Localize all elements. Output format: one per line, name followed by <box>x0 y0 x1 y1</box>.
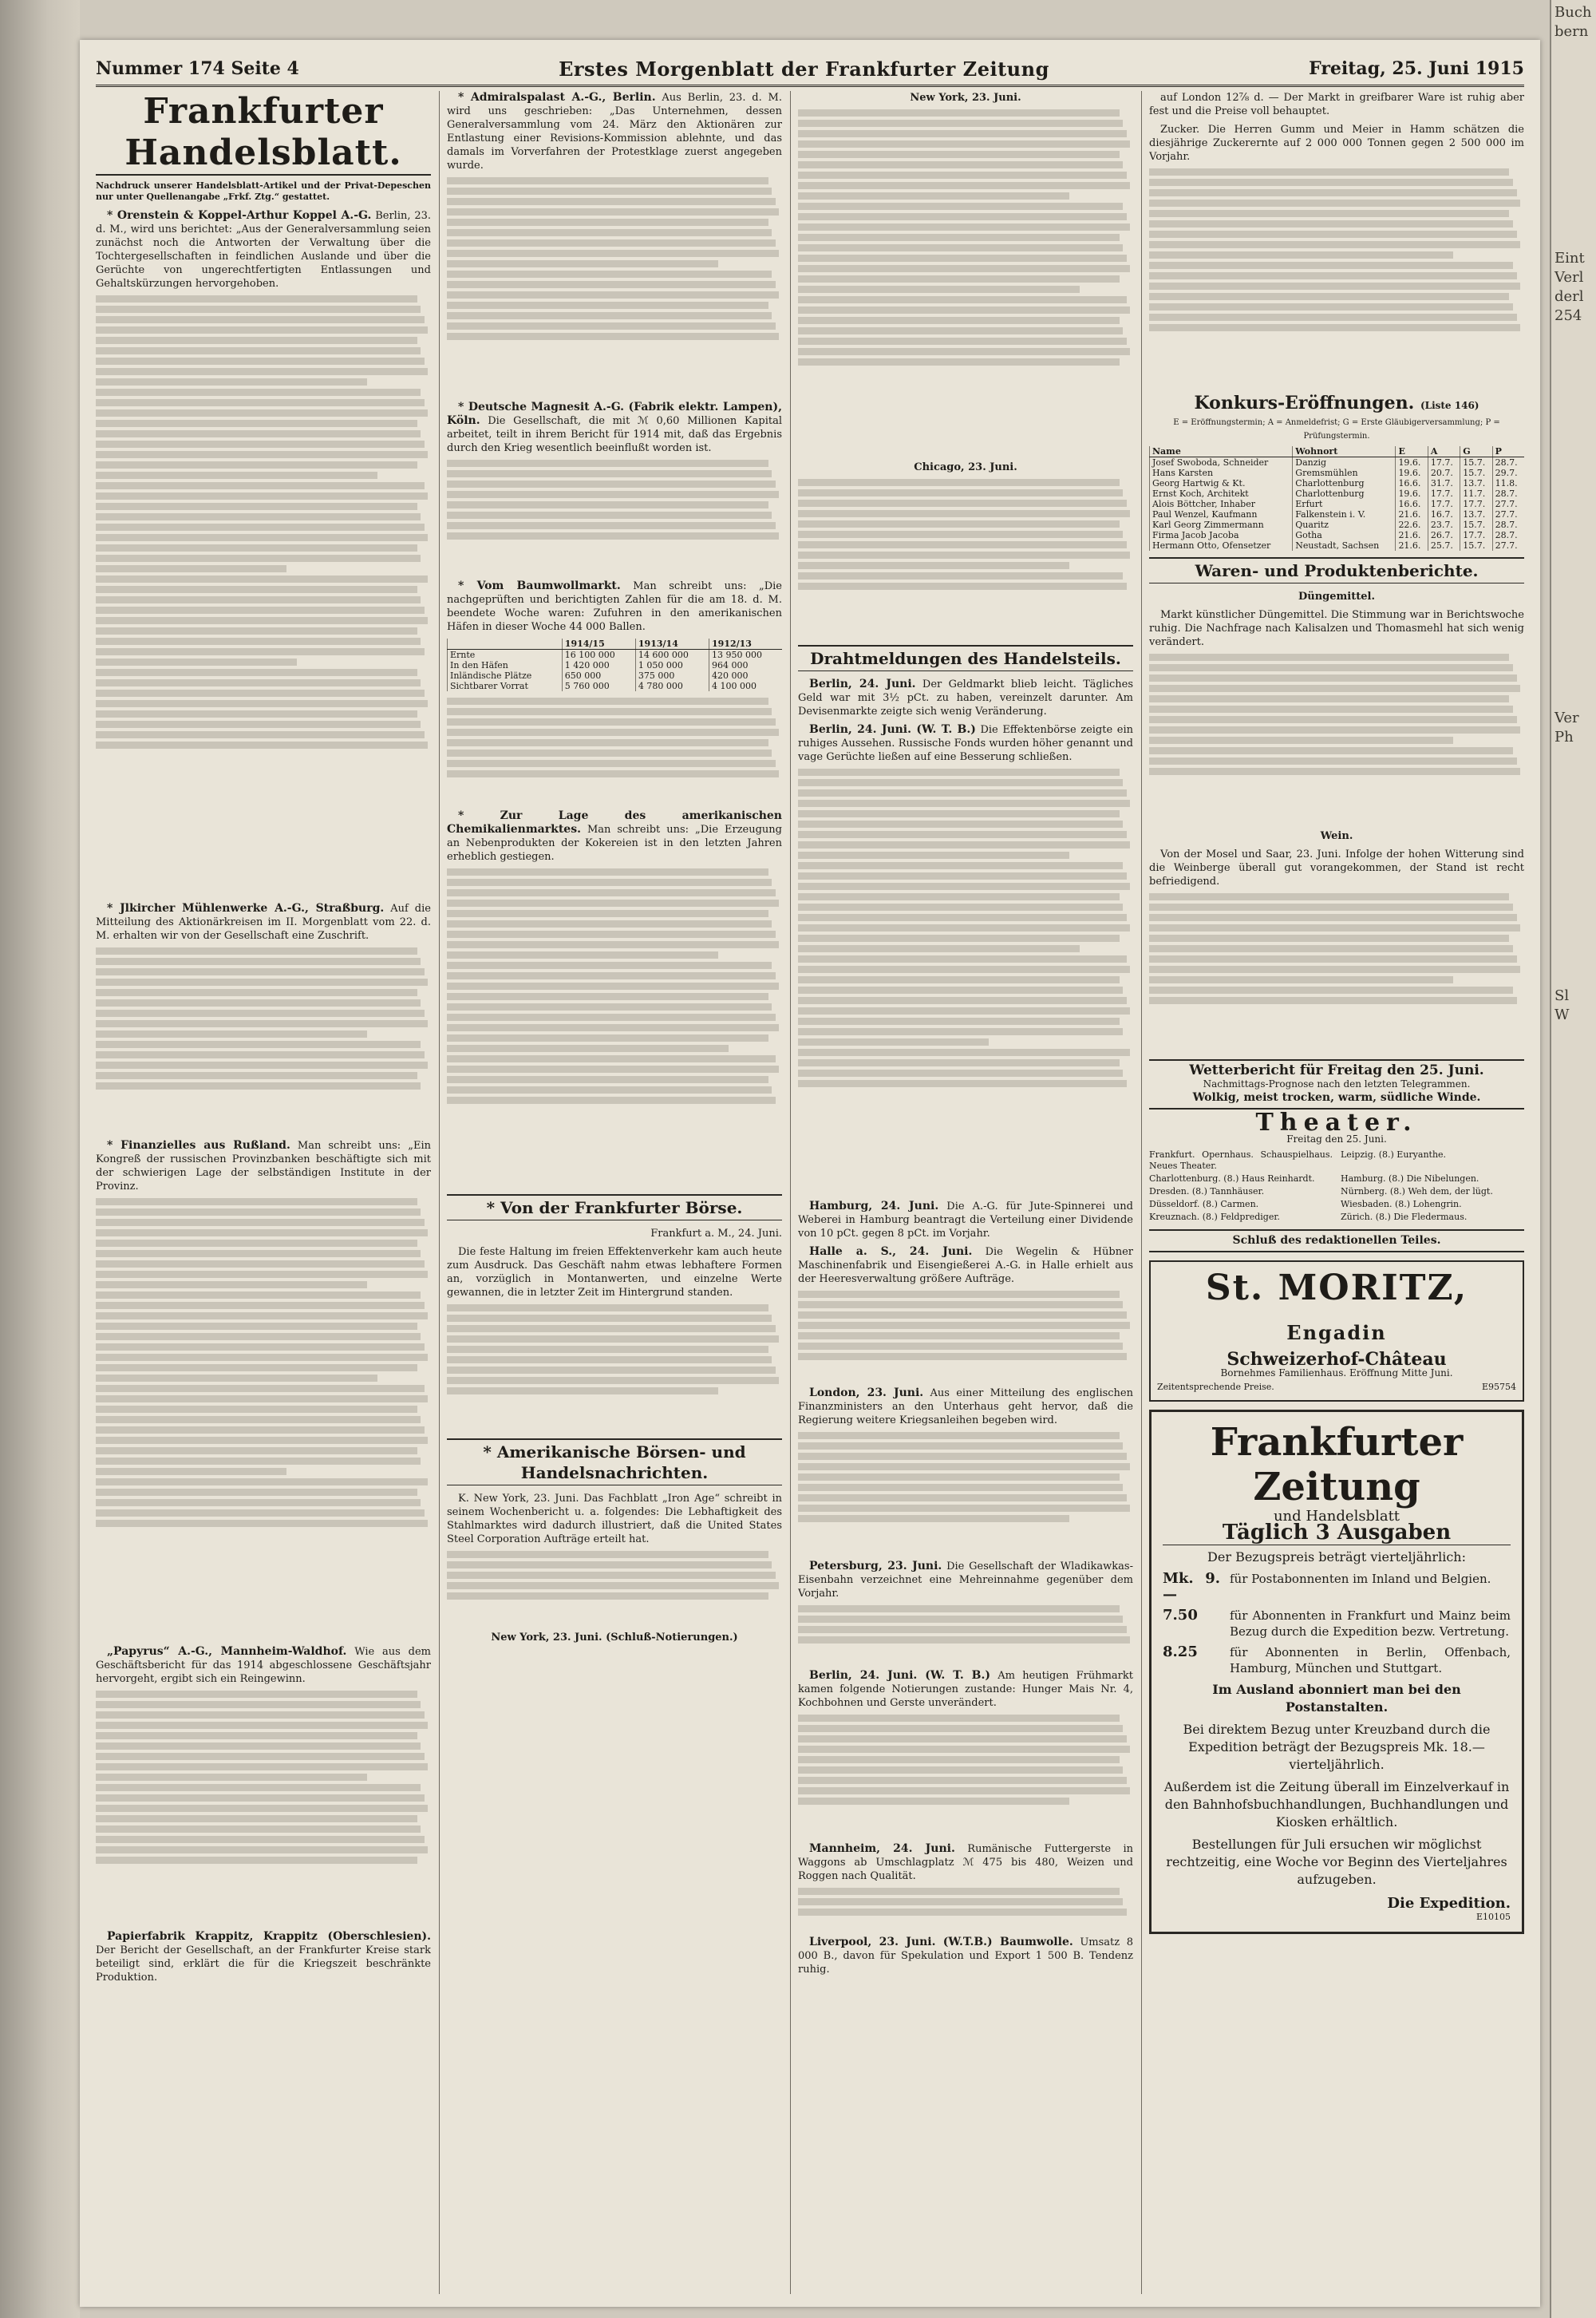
dispatch-text: Die A.-G. für Jute-Spinnerei und Weberei in Hamburg beantragt die Verteilung einer Dividende von 10 pCt. gegen 8 pCt. im Vorjahr. <box>798 1201 1133 1240</box>
article-text: Die Gesellschaft, die mit ℳ 0,60 Millionen Kapital arbeitet, teilt in ihrem Bericht für 1914 mit, daß das Ergebnis durch den Krieg wesentlich beeinflußt worden ist. <box>447 415 782 454</box>
konkurs-legend: E = Eröffnungstermin; A = Anmeldefrist; G = Erste Gläubigerversammlung; P = Prüfungstermin. <box>1173 418 1500 441</box>
table-row <box>448 650 783 661</box>
ad-fz-price <box>1163 1608 1511 1640</box>
theater-item: Dresden. (8.) Tannhäuser. <box>1149 1186 1265 1197</box>
ad-fz-subtitle: und Handelsblatt <box>1273 1508 1400 1525</box>
theater-item: Wiesbaden. (8.) Lohengrin. <box>1341 1199 1462 1209</box>
theater-listings <box>1149 1149 1524 1223</box>
table-header-cell: G <box>1460 446 1492 457</box>
text-filler <box>798 109 1133 461</box>
issue-date: Freitag, 25. Juni 1915 <box>1309 58 1524 79</box>
ad-frankfurter-zeitung <box>1149 1410 1524 1934</box>
ad-fz-amount: Mk. 9.— <box>1163 1570 1220 1603</box>
column-rule <box>439 91 440 2294</box>
table-cell: 19.6. <box>1396 457 1428 469</box>
article <box>96 902 431 943</box>
column-1 <box>96 91 431 2294</box>
table-cell: 4 100 000 <box>709 681 782 691</box>
table-cell: Hermann Otto, Ofensetzer <box>1150 540 1293 551</box>
table-cell: Georg Hartwig & Kt. <box>1150 478 1293 489</box>
chicago-heading: Chicago, 23. Juni. <box>914 461 1017 473</box>
table-row <box>448 681 783 691</box>
boerse-place: Frankfurt a. M., 24. Juni. <box>650 1228 782 1240</box>
theater-item: Zürich. (8.) Die Fledermaus. <box>1341 1212 1468 1222</box>
dispatch-text: Rumänische Futtergerste in Waggons ab Umschlagplatz ℳ 475 bis 480, Weizen und Roggen nach Qualität. <box>798 1843 1133 1882</box>
konkurs-title: Konkurs-Eröffnungen. <box>1194 393 1415 413</box>
article-title: * Deutsche Magnesit A.-G. (Fabrik elektr. Lampen), Köln. <box>447 401 782 427</box>
theater-item: Nürnberg. (8.) Weh dem, der lügt. <box>1341 1186 1493 1197</box>
fragment: Ph <box>1555 729 1574 746</box>
table-cell: 1 420 000 <box>562 660 635 670</box>
text-filler <box>798 479 1133 639</box>
table-cell: 19.6. <box>1396 468 1428 478</box>
table-cell: 23.7. <box>1428 520 1460 530</box>
text-filler <box>447 1551 782 1631</box>
table-cell: 17.7. <box>1460 499 1492 509</box>
fragment: W <box>1555 1007 1570 1023</box>
ad-footer <box>1157 1380 1516 1394</box>
table-row <box>1150 478 1525 489</box>
article <box>447 580 782 634</box>
waren-heading: Waren- und Produktenberichte. <box>1149 557 1524 583</box>
article-place: Aus Berlin, 23. d. M. <box>662 92 782 104</box>
text-filler <box>447 460 782 580</box>
konkurs-list-number: (Liste 146) <box>1420 400 1479 411</box>
dispatch-place: Berlin, 24. Juni. (W. T. B.) <box>809 723 976 736</box>
table-cell: 420 000 <box>709 670 782 681</box>
adjacent-page-text <box>1551 0 1596 1028</box>
table-cell: 21.6. <box>1396 509 1428 520</box>
theater-item: Leipzig. (8.) Euryanthe. <box>1341 1149 1447 1160</box>
ad-fz-signature: Die Expedition. <box>1387 1895 1511 1912</box>
ny-quote-heading: New York, 23. Juni. (Schluß-Notierungen.) <box>491 1632 738 1644</box>
table-cell: In den Häfen <box>448 660 563 670</box>
column-4 <box>1149 91 1524 2294</box>
table-cell: 25.7. <box>1428 540 1460 551</box>
section-title: Frankfurter Handelsblatt. <box>96 91 431 176</box>
table-row <box>448 660 783 670</box>
article <box>447 401 782 455</box>
dispatch <box>798 723 1133 764</box>
table-row <box>1150 499 1525 509</box>
theater-item: Frankfurt. Opernhaus. Schauspielhaus. Neues Theater. <box>1149 1149 1333 1171</box>
dispatch-place: Petersburg, 23. Juni. <box>809 1560 942 1572</box>
dispatch-place: Liverpool, 23. Juni. (W.T.B.) Baumwolle. <box>809 1936 1073 1948</box>
table-cell: 31.7. <box>1428 478 1460 489</box>
wein-heading: Wein. <box>1320 830 1353 842</box>
text-filler <box>1149 168 1524 392</box>
table-header-cell: 1912/13 <box>709 639 782 650</box>
article-title: * Orenstein & Koppel-Arthur Koppel A.-G. <box>107 209 372 222</box>
theater-item: Kreuznach. (8.) Feldprediger. <box>1149 1212 1280 1222</box>
weather-subtitle: Nachmittags-Prognose nach den letzten Telegrammen. <box>1203 1078 1471 1090</box>
table-cell: Alois Böttcher, Inhaber <box>1150 499 1293 509</box>
table-cell: 15.7. <box>1460 520 1492 530</box>
sugar-text: Zucker. Die Herren Gumm und Meier in Hamm schätzen die diesjährige Zuckerernte auf 2 000 000 Tonnen gegen 2 500 000 im Vorjahr. <box>1149 124 1524 163</box>
theater-item: Hamburg. (8.) Die Nibelungen. <box>1341 1173 1479 1184</box>
market-text: auf London 12⅞ d. — Der Markt in greifbarer Ware ist ruhig aber fest und die Preise voll behauptet. <box>1149 92 1524 117</box>
dispatch <box>798 1560 1133 1600</box>
article <box>96 1645 431 1686</box>
table-cell: 13 950 000 <box>709 650 782 661</box>
wein-text: Von der Mosel und Saar, 23. Juni. Infolge der hohen Witterung sind die Weinberge überall gut vorangekommen, der Stand ist recht befriedigend. <box>1149 848 1524 888</box>
dispatch <box>798 1936 1133 1976</box>
ad-fz-daily: Täglich 3 Ausgaben <box>1222 1521 1452 1545</box>
table-cell: 11.8. <box>1492 478 1524 489</box>
fragment: bern <box>1555 23 1589 40</box>
ad-fz-kreuzband: Bei direktem Bezug unter Kreuzband durch die Expedition beträgt der Bezugspreis Mk. 18.— vierteljährlich. <box>1183 1722 1491 1772</box>
table-header-cell: Name <box>1150 446 1293 457</box>
ad-fz-price-text: für Postabonnenten im Inland und Belgien. <box>1230 1572 1491 1586</box>
ad-region: Engadin <box>1286 1321 1387 1344</box>
theater-heading: Theater. <box>1255 1109 1418 1137</box>
column-2 <box>447 91 782 2294</box>
article <box>447 809 782 864</box>
table-cell: Falkenstein i. V. <box>1293 509 1396 520</box>
article-text: Wie aus dem Geschäftsbericht für das 1914 abgeschlossene Geschäftsjahr hervorgeht, ergibt sich ein Reingewinn. <box>96 1646 431 1685</box>
article-title: * Zur Lage des amerikanischen Chemikalienmarktes. <box>447 809 782 836</box>
table-cell: 17.7. <box>1460 530 1492 540</box>
article-title: * Finanzielles aus Rußland. <box>107 1139 290 1152</box>
ad-headline <box>1157 1268 1516 1353</box>
ad-fz-intro: Der Bezugspreis beträgt vierteljährlich: <box>1163 1545 1511 1566</box>
dispatch-place: Berlin, 24. Juni. (W. T. B.) <box>809 1669 991 1682</box>
table-cell: 15.7. <box>1460 540 1492 551</box>
table-cell: Charlottenburg <box>1293 478 1396 489</box>
dispatch-text: Aus einer Mitteilung des englischen Finanzministers an den Unterhaus geht hervor, daß die Regierung weitere Kriegsanleihen begeben wird. <box>798 1387 1133 1426</box>
text-filler <box>447 1304 782 1432</box>
table-row <box>1150 457 1525 469</box>
text-filler <box>798 1291 1133 1386</box>
dispatch-text: Der Geldmarkt blieb leicht. Tägliches Geld war mit 3½ pCt. zu haben, vereinzelt darunter. Am Devisenmarkte zeigte sich wenig Veränderung. <box>798 678 1133 718</box>
boerse-heading: * Von der Frankfurter Börse. <box>447 1194 782 1220</box>
ad-fz-price <box>1163 1644 1511 1676</box>
table-cell: 16.6. <box>1396 478 1428 489</box>
newspaper-page <box>80 40 1540 2307</box>
weather-forecast: Wolkig, meist trocken, warm, südliche Winde. <box>1192 1091 1481 1104</box>
table-row <box>1150 540 1525 551</box>
table-cell: 27.7. <box>1492 499 1524 509</box>
table-cell: 28.7. <box>1492 520 1524 530</box>
dispatch-place: Mannheim, 24. Juni. <box>809 1842 955 1855</box>
text-filler <box>1149 654 1524 829</box>
theater-item: Charlottenburg. (8.) Haus Reinhardt. <box>1149 1173 1315 1184</box>
table-cell: 21.6. <box>1396 530 1428 540</box>
table-cell: 20.7. <box>1428 468 1460 478</box>
dispatch <box>798 678 1133 718</box>
ad-fz-amount: 7.50 <box>1163 1607 1198 1624</box>
article-title: * Admiralspalast A.-G., Berlin. <box>458 91 656 104</box>
table-cell: 13.7. <box>1460 509 1492 520</box>
fragment: Sl <box>1555 987 1570 1004</box>
duenger-heading: Düngemittel. <box>1298 591 1375 603</box>
table-row <box>448 670 783 681</box>
text-filler <box>96 947 431 1139</box>
fragment: Eint <box>1555 250 1585 267</box>
ad-fz-title: Frankfurter Zeitung <box>1210 1420 1464 1509</box>
dispatch <box>798 1386 1133 1427</box>
ad-place-name: St. MORITZ, <box>1205 1268 1468 1308</box>
weather-title: Wetterbericht für Freitag den 25. Juni. <box>1189 1062 1484 1078</box>
table-header-row <box>1150 446 1525 457</box>
table-cell: Ernst Koch, Architekt <box>1150 489 1293 499</box>
dispatch <box>798 1200 1133 1240</box>
table-cell: Erfurt <box>1293 499 1396 509</box>
text-filler <box>798 1888 1133 1936</box>
article-text: Man schreibt uns: „Die nachgeprüften und berichtigten Zahlen für die am 18. d. M. beendete Woche waren: Zufuhren in den amerikanischen Häfen in dieser Woche 44 000 Ballen. <box>447 580 782 633</box>
article-place: Berlin, 23. d. M., <box>96 210 431 235</box>
text-filler <box>96 295 431 902</box>
table-cell: Inländische Plätze <box>448 670 563 681</box>
dispatch-place: Hamburg, 24. Juni. <box>809 1200 939 1212</box>
text-filler <box>447 868 782 1188</box>
article-text: Man schreibt uns: „Die Erzeugung an Nebenprodukten der Kokereien ist in den letzten Jahren erheblich gestiegen. <box>447 824 782 863</box>
text-filler <box>798 1432 1133 1560</box>
editorial-end: Schluß des redaktionellen Teiles. <box>1149 1229 1524 1252</box>
text-filler <box>96 1691 431 1930</box>
dispatch <box>798 1245 1133 1286</box>
table-row <box>1150 520 1525 530</box>
article-text: Auf die Mitteilung des Aktionärkreisen im II. Morgenblatt vom 22. d. M. erhalten wir von der Gesellschaft eine Zuschrift. <box>96 903 431 942</box>
table-cell: Gotha <box>1293 530 1396 540</box>
konkurs-heading <box>1149 393 1524 413</box>
ad-fz-price-text: für Abonnenten in Berlin, Offenbach, Hamburg, München und Stuttgart. <box>1230 1645 1511 1675</box>
ad-fz-price <box>1163 1571 1511 1603</box>
dispatch-text: Die Gesellschaft der Wladikawkas-Eisenbahn verzeichnet eine Mehreinnahme gegenüber dem Vorjahr. <box>798 1560 1133 1600</box>
article-text: Man schreibt uns: „Ein Kongreß der russischen Provinzbanken beschäftigte sich mit der schwierigen Lage der selbständigen Institute in der Provinz. <box>96 1140 431 1193</box>
fragment: Ver <box>1555 710 1579 726</box>
table-cell: 16 100 000 <box>562 650 635 661</box>
table-cell: 28.7. <box>1492 530 1524 540</box>
masthead <box>96 53 1524 87</box>
text-filler <box>798 769 1133 1200</box>
table-cell: 27.7. <box>1492 540 1524 551</box>
ad-line: Bornehmes Familienhaus. Eröffnung Mitte Juni. <box>1220 1367 1453 1379</box>
dispatch <box>798 1842 1133 1883</box>
table-cell: 28.7. <box>1492 489 1524 499</box>
table-cell: 16.6. <box>1396 499 1428 509</box>
article <box>96 1930 431 1984</box>
table-cell: 964 000 <box>709 660 782 670</box>
text-filler <box>798 1715 1133 1842</box>
table-header-row <box>448 639 783 650</box>
table-cell: 19.6. <box>1396 489 1428 499</box>
table-cell: Josef Swoboda, Schneider <box>1150 457 1293 469</box>
dispatch-place: Berlin, 24. Juni. <box>809 678 916 690</box>
table-cell: Danzig <box>1293 457 1396 469</box>
reprint-note: Nachdruck unserer Handelsblatt-Artikel und der Privat-Depeschen nur unter Quellenangabe „Frkf. Ztg.“ gestattet. <box>96 180 431 202</box>
table-cell: 28.7. <box>1492 457 1524 469</box>
table-cell: 16.7. <box>1428 509 1460 520</box>
dispatch-text: Umsatz 8 000 B., davon für Spekulation und Export 1 500 B. Tendenz ruhig. <box>798 1936 1133 1976</box>
dispatch <box>798 1669 1133 1710</box>
ad-fz-abroad: Im Ausland abonniert man bei den Postanstalten. <box>1212 1682 1461 1715</box>
amerik-heading: * Amerikanische Börsen- und Handelsnachrichten. <box>447 1438 782 1485</box>
weather-box <box>1149 1059 1524 1110</box>
table-header-cell: E <box>1396 446 1428 457</box>
text-filler <box>1149 893 1524 1053</box>
table-cell: Gremsmühlen <box>1293 468 1396 478</box>
dispatch-text: Die Wegelin & Hübner Maschinenfabrik und Eisengießerei A.-G. in Halle erhielt aus der Heeresverwaltung größere Aufträge. <box>798 1246 1133 1285</box>
article-title: „Papyrus“ A.-G., Mannheim-Waldhof. <box>107 1645 347 1658</box>
table-cell: 14 600 000 <box>635 650 709 661</box>
adjacent-page-edge <box>1550 0 1596 2318</box>
column-3 <box>798 91 1133 2294</box>
table-header-cell: 1914/15 <box>562 639 635 650</box>
ad-fz-code: E10105 <box>1476 1912 1511 1922</box>
table-cell: Quaritz <box>1293 520 1396 530</box>
fragment: 254 <box>1555 307 1582 324</box>
theater-item: Düsseldorf. (8.) Carmen. <box>1149 1199 1259 1209</box>
ad-fz-price-text: für Abonnenten in Frankfurt und Mainz beim Bezug durch die Expedition bezw. Vertretung. <box>1230 1608 1511 1639</box>
table-cell: 17.7. <box>1428 489 1460 499</box>
fragment: Buch <box>1555 4 1592 21</box>
text-filler <box>447 177 782 401</box>
dispatch-text: Am heutigen Frühmarkt kamen folgende Notierungen zustande: Hunger Mais Nr. 4, Kochbohnen und Gerste unverändert. <box>798 1670 1133 1709</box>
article-title: * Vom Baumwollmarkt. <box>458 580 621 592</box>
table-cell: 13.7. <box>1460 478 1492 489</box>
table-row <box>1150 468 1525 478</box>
fragment: Verl <box>1555 269 1584 286</box>
table-row <box>1150 509 1525 520</box>
table-cell: 21.6. <box>1396 540 1428 551</box>
table-cell: Neustadt, Sachsen <box>1293 540 1396 551</box>
article <box>447 91 782 172</box>
table-cell: 1 050 000 <box>635 660 709 670</box>
table-cell: 375 000 <box>635 670 709 681</box>
article <box>96 209 431 291</box>
konkurs-table-body <box>1150 457 1525 552</box>
table-header-cell: Wohnort <box>1293 446 1396 457</box>
column-rule <box>1141 91 1142 2294</box>
text-filler <box>96 1198 431 1645</box>
ad-fz-einzel: Außerdem ist die Zeitung überall im Einzelverkauf in den Bahnhofsbuchhandlungen, Buchhandlungen und Kiosken erhältlich. <box>1163 1779 1510 1829</box>
theater-date: Freitag den 25. Juni. <box>1286 1133 1387 1145</box>
ny-heading: New York, 23. Juni. <box>910 92 1021 104</box>
article <box>96 1139 431 1193</box>
duenger-text: Markt künstlicher Düngemittel. Die Stimmung war in Berichtswoche ruhig. Die Nachfrage nach Kalisalzen und Thomasmehl hat sich wenig verändert. <box>1149 609 1524 648</box>
table-row <box>1150 530 1525 540</box>
konkurs-table <box>1149 446 1524 551</box>
table-cell: 17.7. <box>1428 499 1460 509</box>
article-text: wird uns geschrieben: „Das Unternehmen, dessen Generalversammlung vom 24. März den Aktionären zur Entlastung einer Revisions-Kommission ablehnte, und das damals im Vorverfahren der Protestklage zuerst angegeben wurde. <box>447 105 782 172</box>
table-cell: 650 000 <box>562 670 635 681</box>
dispatch-place: Halle a. S., 24. Juni. <box>809 1245 973 1258</box>
table-header-cell: P <box>1492 446 1524 457</box>
column-rule <box>790 91 791 2294</box>
dispatch-text: Die Effektenbörse zeigte ein ruhiges Aussehen. Russische Fonds wurden höher genannt und vage Gerüchte ließen auf eine Besserung schließen. <box>798 724 1133 763</box>
table-cell: Paul Wenzel, Kaufmann <box>1150 509 1293 520</box>
ad-st-moritz <box>1149 1260 1524 1402</box>
article-text: wird uns berichtet: „Aus der Generalversammlung seien zunächst noch die Antworten der Verwaltung über die Tochtergesellschaften in feindlichen Auslande und über die Gerüchte von ungerechtfertigten Entlassungen und Gehaltskürzungen hervorgehoben. <box>96 223 431 290</box>
ad-hotel-name: Schweizerhof-Château <box>1227 1349 1447 1370</box>
table-header-cell <box>448 639 563 650</box>
ad-prices: Zeitentsprechende Preise. <box>1157 1382 1274 1392</box>
drahtmeldungen-heading: Drahtmeldungen des Handelsteils. <box>798 645 1133 671</box>
table-cell: 22.6. <box>1396 520 1428 530</box>
ad-fz-order: Bestellungen für Juli ersuchen wir möglichst rechtzeitig, eine Woche vor Beginn des Vierteljahres aufzugeben. <box>1166 1837 1507 1887</box>
table-cell: Ernte <box>448 650 563 661</box>
table-cell: 29.7. <box>1492 468 1524 478</box>
text-filler <box>447 698 782 809</box>
table-cell: Sichtbarer Vorrat <box>448 681 563 691</box>
newspaper-name: Erstes Morgenblatt der Frankfurter Zeitung <box>559 57 1049 81</box>
table-cell: Hans Karsten <box>1150 468 1293 478</box>
table-cell: 4 780 000 <box>635 681 709 691</box>
article-title: * Jlkircher Mühlenwerke A.-G., Straßburg. <box>107 902 385 915</box>
boerse-text: Die feste Haltung im freien Effektenverkehr kam auch heute zum Ausdruck. Das Geschäft nahm etwas lebhaftere Formen an, vorzüglich in Montanwerten, und einzelne Werte gewannen, die in letzter Zeit im Hintergrund standen. <box>447 1246 782 1299</box>
amerik-text: K. New York, 23. Juni. Das Fachblatt „Iron Age“ schreibt in seinem Wochenbericht u. a. folgendes: Die Lebhaftigkeit des Stahlmarktes wird dadurch illustriert, daß die United States Steel Corporation Aufträge erteilt hat. <box>447 1493 782 1545</box>
table-row <box>1150 489 1525 499</box>
table-cell: 17.7. <box>1428 457 1460 469</box>
page-binding <box>0 0 80 2318</box>
article-text: Der Bericht der Gesellschaft, an der Frankfurter Kreise stark beteiligt sind, erklärt die für die Kriegszeit beschränkte Produktion. <box>96 1944 431 1984</box>
table-cell: 15.7. <box>1460 457 1492 469</box>
table-header-cell: A <box>1428 446 1460 457</box>
article-title: Papierfabrik Krappitz, Krappitz (Oberschlesien). <box>107 1930 431 1943</box>
table-cell: 27.7. <box>1492 509 1524 520</box>
table-cell: 5 760 000 <box>562 681 635 691</box>
table-header-cell: 1913/14 <box>635 639 709 650</box>
ad-code: E95754 <box>1481 1382 1516 1392</box>
issue-number: Nummer 174 Seite 4 <box>96 58 299 79</box>
table-cell: 26.7. <box>1428 530 1460 540</box>
table-cell: Charlottenburg <box>1293 489 1396 499</box>
table-cell: Karl Georg Zimmermann <box>1150 520 1293 530</box>
fragment: derl <box>1555 288 1584 305</box>
text-filler <box>798 1605 1133 1669</box>
table-cell: 15.7. <box>1460 468 1492 478</box>
ad-fz-amount: 8.25 <box>1163 1644 1198 1660</box>
dispatch-place: London, 23. Juni. <box>809 1386 924 1399</box>
table-cell: 11.7. <box>1460 489 1492 499</box>
table-cell: Firma Jacob Jacoba <box>1150 530 1293 540</box>
cotton-table <box>447 639 782 691</box>
